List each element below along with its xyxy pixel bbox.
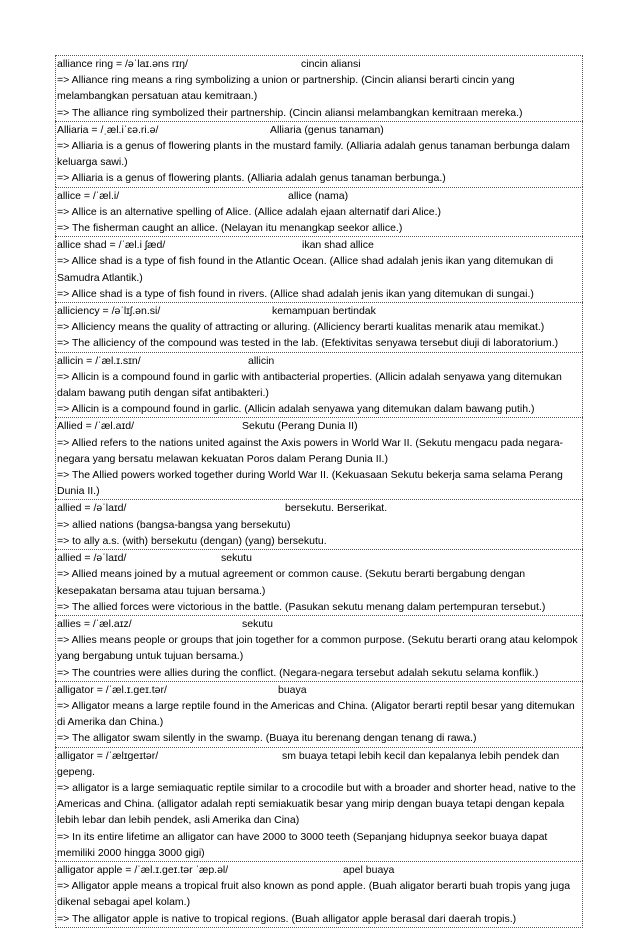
entry-example: => The Allied powers worked together during World War II. (Kekuasaan Sekutu bekerja sama selama Perang Dunia II.) bbox=[57, 469, 563, 498]
entry-header bbox=[56, 748, 582, 780]
entry-definition: => Alliciency means the quality of attracting or alluring. (Alliciency berarti kualitas menarik atau memikat.) bbox=[57, 321, 545, 334]
entry-example: => The alliance ring symbolized their partnership. (Cincin aliansi melambangkan kemitraan mereka.) bbox=[57, 106, 523, 119]
entry-definition: => Alliance ring means a ring symbolizing a union or partnership. (Cincin aliansi berarti cincin yang melambangkan persatuan atau kemitraan.) bbox=[57, 74, 515, 103]
entry-header bbox=[56, 418, 582, 434]
entry-header bbox=[56, 56, 582, 72]
entry-term: Alliaria = /ˌæl.iˈɛə.ri.ə/ bbox=[57, 123, 159, 136]
entry-term: alligator apple = /ˈæl.ɪ.ɡeɪ.tər ˈæp.əl/ bbox=[57, 863, 229, 876]
entry-header bbox=[56, 237, 582, 253]
entry-example: => The alligator swam silently in the swamp. (Buaya itu berenang dengan tenang di rawa.) bbox=[57, 732, 477, 745]
entry-definition: => Allied refers to the nations united against the Axis powers in World War II. (Sekutu mengacu pada negara-negara yang bersatu melawan kekuatan Poros dalam Perang Dunia II.) bbox=[57, 436, 564, 465]
entry-translation: Alliaria (genus tanaman) bbox=[270, 123, 384, 136]
entry-example: => The alligator apple is native to tropical regions. (Buah alligator apple berasal dari daerah tropis.) bbox=[57, 912, 517, 925]
entry-definition: => Allicin is a compound found in garlic with antibacterial properties. (Allicin adalah senyawa yang ditemukan dalam bawang putih dengan sifat antibakteri.) bbox=[57, 370, 562, 400]
entry-definition: => allied nations (bangsa-bangsa yang bersekutu) bbox=[57, 518, 291, 531]
entry-definition: => Allice shad is a type of fish found in the Atlantic Ocean. (Allice shad adalah jenis ikan yang ditemukan di Samudra Atlantik.) bbox=[57, 255, 554, 284]
entry-translation: Sekutu (Perang Dunia II) bbox=[242, 420, 358, 433]
entry-definition: => Allied means joined by a mutual agreement or common cause. (Sekutu berarti bergabung dengan kesepakatan bersama atau tujuan bersama.) bbox=[57, 568, 526, 597]
entry-definition: => Alligator means a large reptile found in the Americas and China. (Aligator berarti reptil besar yang ditemukan di Amerika dan China.) bbox=[57, 699, 575, 729]
entry-example: => The countries were allies during the conflict. (Negara-negara tersebut adalah sekutu selama konflik.) bbox=[57, 666, 539, 679]
entry-header bbox=[56, 682, 582, 698]
entry-definition: => Alliaria is a genus of flowering plants in the mustard family. (Alliaria adalah genus tanaman berbunga dalam keluarga sawi.) bbox=[57, 140, 570, 169]
entry-term: allies = /ˈæl.aɪz/ bbox=[57, 617, 132, 630]
entry-term: alliciency = /əˈlɪʃ.ən.si/ bbox=[57, 305, 161, 318]
entry-translation: bersekutu. Berserikat. bbox=[285, 502, 388, 515]
entry-example: => In its entire lifetime an alligator can have 2000 to 3000 teeth (Sepanjang hidupnya seekor buaya dapat memiliki 2000 hingga 3000 gigi) bbox=[57, 830, 548, 859]
entry-translation: allice (nama) bbox=[288, 189, 349, 202]
entry-header bbox=[56, 188, 582, 204]
entry-definition: => Allice is an alternative spelling of Alice. (Allice adalah ejaan alternatif dari Alice.) bbox=[57, 205, 442, 218]
entry-translation: kemampuan bertindak bbox=[272, 305, 376, 318]
dictionary-entry bbox=[55, 55, 583, 121]
entry-example: => Alliaria is a genus of flowering plants. (Alliaria adalah genus tanaman berbunga.) bbox=[57, 172, 446, 185]
entry-header bbox=[56, 616, 582, 632]
dictionary-entry bbox=[55, 417, 583, 499]
entry-translation: ikan shad allice bbox=[302, 239, 374, 252]
entry-header bbox=[56, 550, 582, 566]
entry-example: => to ally a.s. (with) bersekutu (dengan) (yang) bersekutu. bbox=[57, 534, 327, 547]
entry-definition: => alligator is a large semiaquatic reptile similar to a crocodile but with a broader and shorter head, native to the Americas and China. (alligator adalah repti semiakuatik besar yang mirip dengan buaya tetapi dengan kepala lebih lebar dan lebih pendek, asli Amerika dan Cina) bbox=[57, 781, 576, 827]
entry-term: allied = /əˈlaɪd/ bbox=[57, 552, 127, 565]
dictionary-entry bbox=[55, 352, 583, 418]
entry-translation: cincin aliansi bbox=[301, 58, 361, 70]
entry-translation: sm buaya tetapi lebih kecil dan kepalanya lebih pendek dan gepeng. bbox=[57, 749, 560, 778]
dictionary-entry bbox=[55, 747, 583, 861]
entry-translation: sekutu bbox=[242, 617, 273, 630]
entry-header bbox=[56, 500, 582, 516]
entry-term: allicin = /ˈæl.ɪ.sɪn/ bbox=[57, 354, 141, 367]
dictionary-entry bbox=[55, 121, 583, 187]
entry-header bbox=[56, 862, 582, 878]
dictionary-entry bbox=[55, 861, 583, 928]
entry-term: allied = /əˈlaɪd/ bbox=[57, 502, 127, 515]
dictionary-document bbox=[55, 55, 583, 928]
entry-header bbox=[56, 122, 582, 138]
dictionary-entry bbox=[55, 549, 583, 615]
dictionary-entry bbox=[55, 615, 583, 681]
entry-term: alligator = /ˈæl.ɪ.ɡeɪ.tər/ bbox=[57, 683, 167, 696]
entry-example: => The allied forces were victorious in the battle. (Pasukan sekutu menang dalam pertempuran tersebut.) bbox=[57, 600, 546, 613]
dictionary-entry bbox=[55, 302, 583, 352]
entry-translation: buaya bbox=[278, 683, 307, 696]
entry-term: allice = /ˈæl.i/ bbox=[57, 189, 120, 202]
entry-term: allice shad = /ˈæl.i ʃæd/ bbox=[57, 239, 166, 252]
entry-example: => The alliciency of the compound was tested in the lab. (Efektivitas senyawa tersebut diuji di laboratorium.) bbox=[57, 337, 559, 350]
entry-definition: => Allies means people or groups that join together for a common purpose. (Sekutu berarti orang atau kelompok yang bergabung untuk tujuan bersama.) bbox=[57, 634, 578, 663]
entry-term: alligator = /ˈælɪɡeɪtər/ bbox=[57, 749, 159, 762]
entry-example: => Allice shad is a type of fish found in rivers. (Allice shad adalah jenis ikan yang ditemukan di sungai.) bbox=[57, 287, 534, 300]
entry-term: alliance ring = /əˈlaɪ.əns rɪŋ/ bbox=[57, 58, 188, 70]
entry-header bbox=[56, 353, 582, 369]
entry-header bbox=[56, 303, 582, 319]
entry-example: => Allicin is a compound found in garlic. (Allicin adalah senyawa yang ditemukan dalam bawang putih.) bbox=[57, 403, 535, 416]
entry-translation: apel buaya bbox=[343, 863, 395, 876]
entry-translation: sekutu bbox=[221, 552, 252, 565]
dictionary-entry bbox=[55, 187, 583, 237]
dictionary-entry bbox=[55, 499, 583, 549]
entry-term: Allied = /ˈæl.aɪd/ bbox=[57, 420, 134, 433]
entry-example: => The fisherman caught an allice. (Nelayan itu menangkap seekor allice.) bbox=[57, 222, 403, 235]
dictionary-entry bbox=[55, 236, 583, 302]
dictionary-entry bbox=[55, 681, 583, 747]
entry-definition: => Alligator apple means a tropical fruit also known as pond apple. (Buah aligator berarti buah tropis yang juga dikenal sebagai apel kolam.) bbox=[57, 880, 571, 909]
entry-translation: allicin bbox=[248, 354, 275, 367]
